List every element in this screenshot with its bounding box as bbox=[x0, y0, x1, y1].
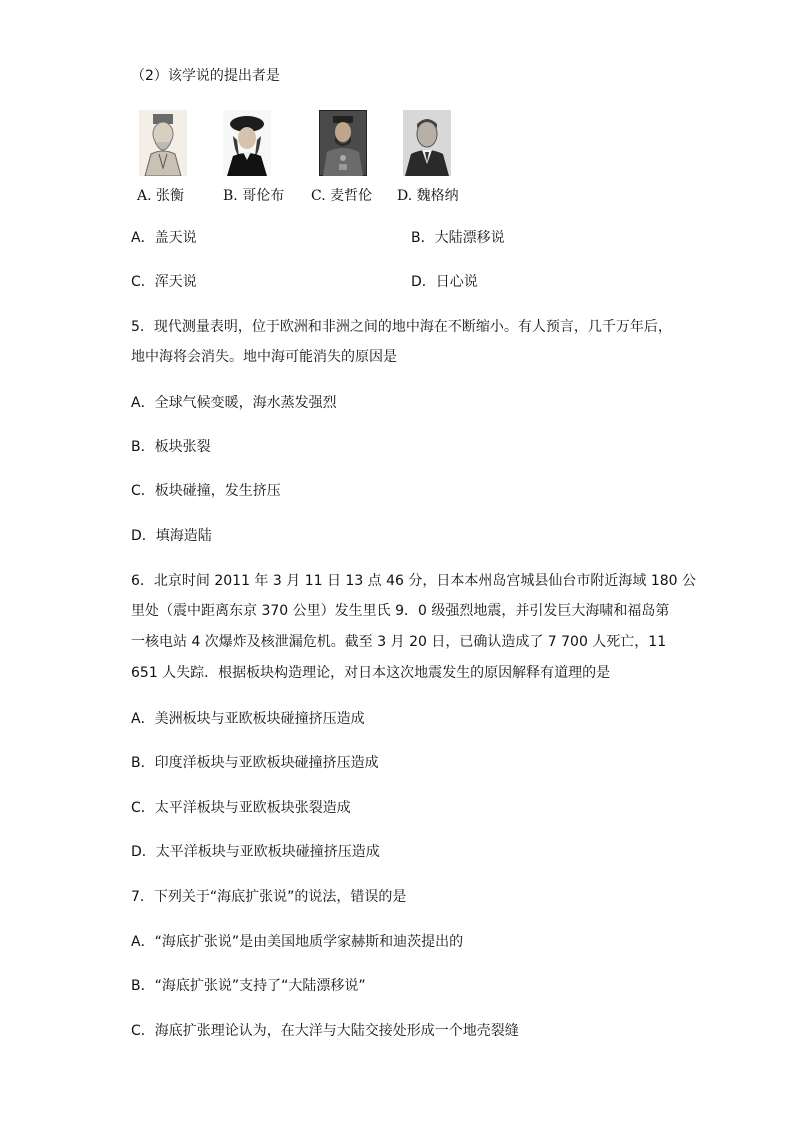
q6-option-c: C．太平洋板块与亚欧板块张裂造成 bbox=[131, 800, 351, 816]
q6-stem-line-1: 6．北京时间 2011 年 3 月 11 日 13 点 46 分，日本本州岛宫城县仙台市附近海域 180 公 bbox=[131, 573, 697, 589]
q5-option-d: D．填海造陆 bbox=[131, 528, 212, 544]
portrait-caption-a: A. 张衡 bbox=[137, 188, 185, 204]
q4-option-d: D．日心说 bbox=[411, 274, 478, 290]
q5-stem-line-1: 5．现代测量表明，位于欧洲和非洲之间的地中海在不断缩小。有人预言，几千万年后， bbox=[131, 319, 672, 335]
q6-option-b: B．印度洋板块与亚欧板块碰撞挤压造成 bbox=[131, 755, 379, 771]
q6-stem-line-4: 651 人失踪．根据板块构造理论，对日本这次地震发生的原因解释有道理的是 bbox=[131, 665, 611, 681]
q4-option-b: B．大陆漂移说 bbox=[411, 230, 505, 246]
q7-stem: 7．下列关于“海底扩张说”的说法，错误的是 bbox=[131, 889, 407, 905]
q4-option-a: A．盖天说 bbox=[131, 230, 197, 246]
portrait-zhang-heng-image bbox=[139, 110, 187, 176]
portrait-caption-d: D. 魏格纳 bbox=[397, 188, 459, 204]
portrait-row bbox=[131, 110, 491, 210]
q4-option-c: C．浑天说 bbox=[131, 274, 197, 290]
portrait-columbus-image bbox=[223, 110, 271, 176]
q7-option-a: A．“海底扩张说”是由美国地质学家赫斯和迪茨提出的 bbox=[131, 934, 464, 950]
q6-option-d: D．太平洋板块与亚欧板块碰撞挤压造成 bbox=[131, 844, 380, 860]
portrait-magellan-image bbox=[319, 110, 367, 176]
q7-option-b: B．“海底扩张说”支持了“大陆漂移说” bbox=[131, 978, 366, 994]
question-4-subquestion: （2）该学说的提出者是 bbox=[131, 68, 280, 84]
q7-option-c: C．海底扩张理论认为，在大洋与大陆交接处形成一个地壳裂缝 bbox=[131, 1023, 519, 1039]
q6-option-a: A．美洲板块与亚欧板块碰撞挤压造成 bbox=[131, 711, 365, 727]
portrait-caption-b: B. 哥伦布 bbox=[223, 188, 285, 204]
q6-stem-line-3: 一核电站 4 次爆炸及核泄漏危机。截至 3 月 20 日，已确认造成了 7 700 人死亡，11 bbox=[131, 634, 667, 650]
q5-option-a: A．全球气候变暖，海水蒸发强烈 bbox=[131, 395, 337, 411]
portrait-wegener-image bbox=[403, 110, 451, 176]
q6-stem-line-2: 里处（震中距离东京 370 公里）发生里氏 9．0 级强烈地震，并引发巨大海啸和福岛第 bbox=[131, 603, 670, 619]
q5-option-c: C．板块碰撞，发生挤压 bbox=[131, 483, 281, 499]
portrait-caption-c: C. 麦哲伦 bbox=[311, 188, 373, 204]
q5-stem-line-2: 地中海将会消失。地中海可能消失的原因是 bbox=[131, 349, 397, 365]
q5-option-b: B．板块张裂 bbox=[131, 439, 211, 455]
